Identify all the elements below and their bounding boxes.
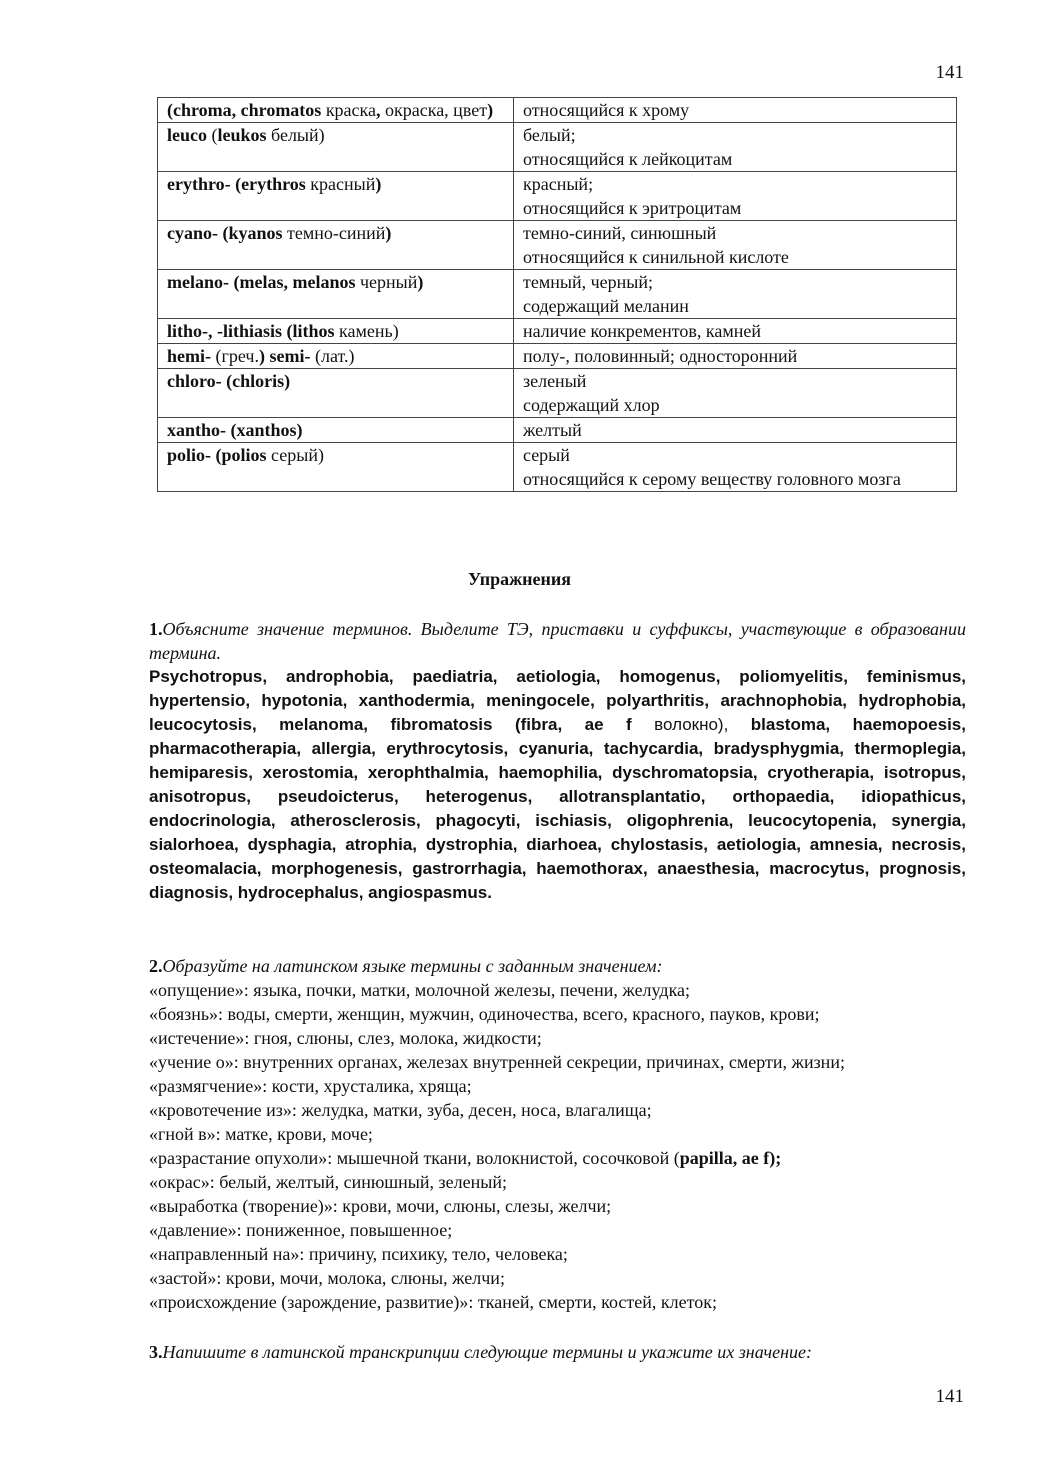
exercise-line: «окрас»: белый, желтый, синюшный, зеленый; <box>149 1172 507 1192</box>
meaning-line: красный; <box>522 174 594 194</box>
term-segment: камень) <box>334 321 399 341</box>
term-segment: cyano- (kyanos <box>167 223 283 243</box>
term-cell <box>158 369 514 418</box>
exercise-number: 3. <box>149 1342 163 1362</box>
term-cell <box>158 418 514 443</box>
exercise-line: «размягчение»: кости, хрусталика, хряща; <box>149 1076 472 1096</box>
terms-part-2: blastoma, haemopoesis, pharmacotherapia, allergia, erythrocytosis, cyanuria, tachycardia, bradysphygmia, thermoplegia, hemiparesis, xerostomia, xerophthalmia, haemophilia, dyschromatopsia, cryotherapia, isotropus, anisotropus, pseudoicterus, heterogenus, allotransplantatio, orthopaedia, idiopathicus, endocrinologia, atherosclerosis, phagocyti, ischiasis, oligophrenia, leucocytopenia, synergia, sialorhoea, dysphagia, atrophia, dystrophia, diarhoea, chylostasis, aetiologia, amnesia, necrosis, osteomalacia, morphogenesis, gastrorrhagia, haemothorax, anaesthesia, macrocytus, prognosis, diagnosis, hydrocephalus, angiospasmus. <box>149 715 966 902</box>
meaning-line: зеленый <box>522 371 587 391</box>
growth-line-text: «разрастание опухоли»: мышечной ткани, волокнистой, сосочковой ( <box>149 1148 680 1168</box>
meaning-line: темный, черный; <box>522 272 653 292</box>
exercise-line: «истечение»: гноя, слюны, слез, молока, жидкости; <box>149 1028 542 1048</box>
exercise-1 <box>149 617 966 905</box>
page-number-bottom: 141 <box>935 1386 964 1407</box>
table-row <box>158 344 957 369</box>
meaning-cell <box>513 418 956 443</box>
term-segment: белый) <box>266 125 325 145</box>
term-cell <box>158 221 514 270</box>
term-segment: hemi- <box>167 346 211 366</box>
terms-table <box>157 97 957 492</box>
exercise-line: «опущение»: языка, почки, матки, молочной железы, печени, желудка; <box>149 980 691 1000</box>
table-row <box>158 172 957 221</box>
terms-part-1: Psychotropus, androphobia, paediatria, aetiologia, homogenus, poliomyelitis, feminismus, hypertensio, hypotonia, xanthodermia, meningocele, polyarthritis, arachnophobia, hydrophobia, leucocytosis, melanoma, fibromatosis (fibra, ae f <box>149 667 966 734</box>
meaning-cell <box>513 443 956 492</box>
term-cell <box>158 98 514 123</box>
meaning-line: серый <box>522 445 570 465</box>
meaning-line: относящийся к синильной кислоте <box>522 247 789 267</box>
exercise-number: 2. <box>149 956 163 976</box>
exercise-instruction: Напишите в латинской транскрипции следующие термины и укажите их значение: <box>162 1342 812 1362</box>
exercise-3 <box>149 1340 966 1364</box>
exercise-3-heading <box>149 1340 966 1364</box>
term-segment: окраска, цвет <box>380 100 488 120</box>
meaning-cell <box>513 98 956 123</box>
meaning-line: содержащий меланин <box>522 296 689 316</box>
table-row <box>158 319 957 344</box>
term-segment: xantho- (xanthos) <box>167 420 303 440</box>
term-segment: красный <box>305 174 376 194</box>
term-segment: polio- (polios <box>167 445 267 465</box>
meaning-line: наличие конкрементов, камней <box>522 321 762 341</box>
table-row <box>158 221 957 270</box>
exercise-line: «учение о»: внутренних органах, железах внутренней секреции, причинах, смерти, жизни; <box>149 1052 845 1072</box>
meaning-line: содержащий хлор <box>522 395 660 415</box>
exercise-1-terms <box>149 665 966 905</box>
term-segment: (chroma, chromatos <box>167 100 322 120</box>
exercise-line: «гной в»: матке, крови, моче; <box>149 1124 373 1144</box>
term-cell <box>158 319 514 344</box>
exercise-line: «застой»: крови, мочи, молока, слюны, желчи; <box>149 1268 505 1288</box>
term-segment: ( <box>207 125 218 145</box>
term-segment: leukos <box>217 125 267 145</box>
exercise-line: «кровотечение из»: желудка, матки, зуба, десен, носа, влагалища; <box>149 1100 652 1120</box>
term-segment: erythro- (erythros <box>167 174 306 194</box>
term-cell <box>158 123 514 172</box>
term-segment: , <box>376 100 381 120</box>
table-row <box>158 270 957 319</box>
term-segment: ) semi- <box>258 346 311 366</box>
meaning-cell <box>513 369 956 418</box>
exercise-instruction: Образуйте на латинском языке термины с заданным значением: <box>162 956 663 976</box>
term-segment: краска <box>321 100 376 120</box>
term-cell <box>158 270 514 319</box>
meaning-line: желтый <box>522 420 582 440</box>
meaning-line: относящийся к лейкоцитам <box>522 149 733 169</box>
table-row <box>158 443 957 492</box>
growth-line-bold: papilla, ae f); <box>679 1148 782 1168</box>
meaning-line: относящийся к эритроцитам <box>522 198 742 218</box>
term-cell <box>158 344 514 369</box>
term-segment: leuco <box>167 125 207 145</box>
meaning-line: белый; <box>522 125 576 145</box>
term-segment: ) <box>487 100 494 120</box>
meaning-cell <box>513 172 956 221</box>
exercise-line: «происхождение (зарождение, развитие)»: тканей, смерти, костей, клеток; <box>149 1292 717 1312</box>
term-segment: серый) <box>266 445 324 465</box>
section-title: Упражнения <box>467 569 571 589</box>
term-segment: темно-синий <box>282 223 386 243</box>
term-segment: chloro- (chloris) <box>167 371 291 391</box>
exercise-1-heading <box>149 617 966 665</box>
table-row <box>158 123 957 172</box>
page-number-top: 141 <box>935 62 964 83</box>
exercise-instruction: Объясните значение терминов. Выделите ТЭ, приставки и суффиксы, участвующие в образовании термина. <box>149 619 966 663</box>
table-row <box>158 369 957 418</box>
meaning-cell <box>513 123 956 172</box>
exercise-line: «давление»: пониженное, повышенное; <box>149 1220 453 1240</box>
term-segment: ) <box>385 223 392 243</box>
meaning-line: относящийся к серому веществу головного мозга <box>522 469 901 489</box>
term-segment: (лат.) <box>310 346 355 366</box>
term-segment: litho-, -lithiasis (lithos <box>167 321 335 341</box>
meaning-cell <box>513 319 956 344</box>
table-row <box>158 98 957 123</box>
exercise-2-heading <box>149 954 966 978</box>
meaning-cell <box>513 344 956 369</box>
meaning-cell <box>513 221 956 270</box>
term-cell <box>158 172 514 221</box>
term-segment: melano- (melas, melanos <box>167 272 356 292</box>
exercise-number: 1. <box>149 619 163 639</box>
exercise-line: «направленный на»: причину, психику, тело, человека; <box>149 1244 568 1264</box>
exercise-line: «выработка (творение)»: крови, мочи, слюны, слезы, желчи; <box>149 1196 612 1216</box>
terms-note: волокно), <box>631 715 729 734</box>
exercise-line: «боязнь»: воды, смерти, женщин, мужчин, одиночества, всего, красного, пауков, крови; <box>149 1004 820 1024</box>
term-segment: черный <box>355 272 418 292</box>
meaning-line: полу-, половинный; односторонний <box>522 346 798 366</box>
term-segment: ) <box>375 174 382 194</box>
table-row <box>158 418 957 443</box>
term-cell <box>158 443 514 492</box>
term-segment: ) <box>417 272 424 292</box>
growth-line <box>149 1146 966 1170</box>
meaning-cell <box>513 270 956 319</box>
meaning-line: относящийся к хрому <box>522 100 690 120</box>
meaning-line: темно-синий, синюшный <box>522 223 717 243</box>
exercise-2-lines-after <box>149 1170 966 1314</box>
exercise-2-lines <box>149 978 966 1146</box>
exercise-2 <box>149 954 966 1314</box>
term-segment: (греч. <box>211 346 259 366</box>
